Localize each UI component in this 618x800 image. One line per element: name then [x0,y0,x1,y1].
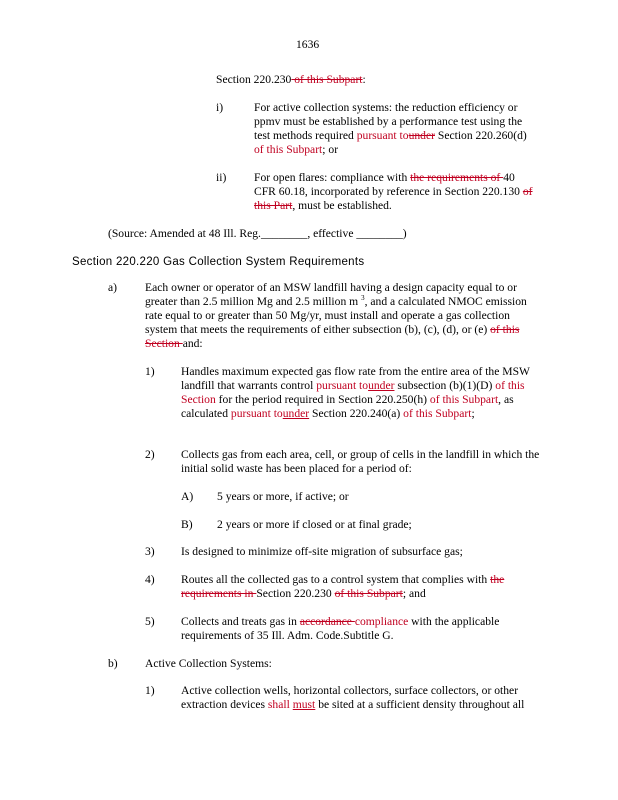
inserted-text: pursuant to [316,379,369,392]
item-label-a2B: B) [181,518,193,531]
subsection-label-a: a) [108,281,118,294]
page-number: 1636 [296,38,320,51]
section-reference-line: Section 220.230 of this Subpart: [216,73,366,86]
deleted-text: under [368,379,395,392]
deleted-text: under [408,129,435,142]
section-heading: Section 220.220 Gas Collection System Requirements [72,256,365,268]
deleted-text: under [282,407,310,420]
inserted-text: of this Subpart [403,407,472,420]
item-a2B-text: 2 years or more if closed or at final grade; [217,518,412,531]
item-label-a2: 2) [145,448,155,461]
item-a1-text: Handles maximum expected gas flow rate from the entire area of the MSW landfill that warrants control pursuant tounder subsection (b)(1)(D) of this Section for the period required in Section 220.250(h) of this Subpart, as calculated pursuant tounder Section 220.240(a) of this Subpart; [181,365,530,420]
deleted-text: of this Part [254,185,533,212]
item-label-i: i) [216,101,224,114]
item-label-a1: 1) [145,365,155,378]
inserted-text: of this Section [181,379,525,406]
deleted-text: the requirements of [410,171,504,184]
inserted-text: compliance [354,615,409,628]
item-a5-text: Collects and treats gas in accordance compliance with the applicable requirements of 35 Ill. Adm. Code.Subtitle G. [181,615,500,642]
item-b1-text: Active collection wells, horizontal collectors, surface collectors, or other extraction devices shall must be sited at a sufficient density throughout all [181,684,525,711]
deleted-text: accordance [299,615,355,628]
item-a2A-text: 5 years or more, if active; or [217,490,349,503]
item-a3-text: Is designed to minimize off-site migration of subsurface gas; [181,545,463,558]
inserted-underlined-text: must [292,698,316,711]
deleted-text: of this Section [145,323,520,350]
source-note: (Source: Amended at 48 Ill. Reg.________, effective ________) [108,227,407,240]
item-a2-text: Collects gas from each area, cell, or group of cells in the landfill in which the initial solid waste has been placed for a period of: [181,448,540,475]
subsection-b-text: Active Collection Systems: [145,657,272,670]
inserted-text: of this Subpart [254,143,323,156]
item-label-a3: 3) [145,545,155,558]
item-label-a4: 4) [145,573,155,586]
item-a4-text: Routes all the collected gas to a control system that complies with the requirements in Section 220.230 of this Subpart; and [181,573,505,600]
item-label-b1: 1) [145,684,155,697]
item-label-a5: 5) [145,615,155,628]
item-label-a2A: A) [181,490,194,503]
subsection-label-b: b) [108,657,118,670]
item-ii-text: For open flares: compliance with the requirements of 40 CFR 60.18, incorporated by reference in Section 220.130 of this Part, must be established. [254,171,533,212]
subsection-a-text: Each owner or operator of an MSW landfill having a design capacity equal to or greater than 2.5 million Mg and 2.5 million m $^3$, and a calculated NMOC emission rate equal to or greater than 50 Mg/yr, must install and operate a gas collection system that meets the requirements of either subsection (b), (c), (d), or (e) of this Section and: [145,281,527,350]
deleted-text: the requirements in [181,573,505,600]
inserted-text: shall [267,698,290,711]
deleted-text: of this Subpart [291,73,363,86]
item-i-text: For active collection systems: the reduction efficiency or ppmv must be established by a performance test using the test methods required pursuant tounder Section 220.260(d) of this Subpart; or [254,101,527,156]
deleted-text: of this Subpart [334,587,403,600]
inserted-text: pursuant to [356,129,409,142]
inserted-text: pursuant to [230,407,283,420]
inserted-text: of this Subpart [429,393,499,406]
item-label-ii: ii) [216,171,227,184]
